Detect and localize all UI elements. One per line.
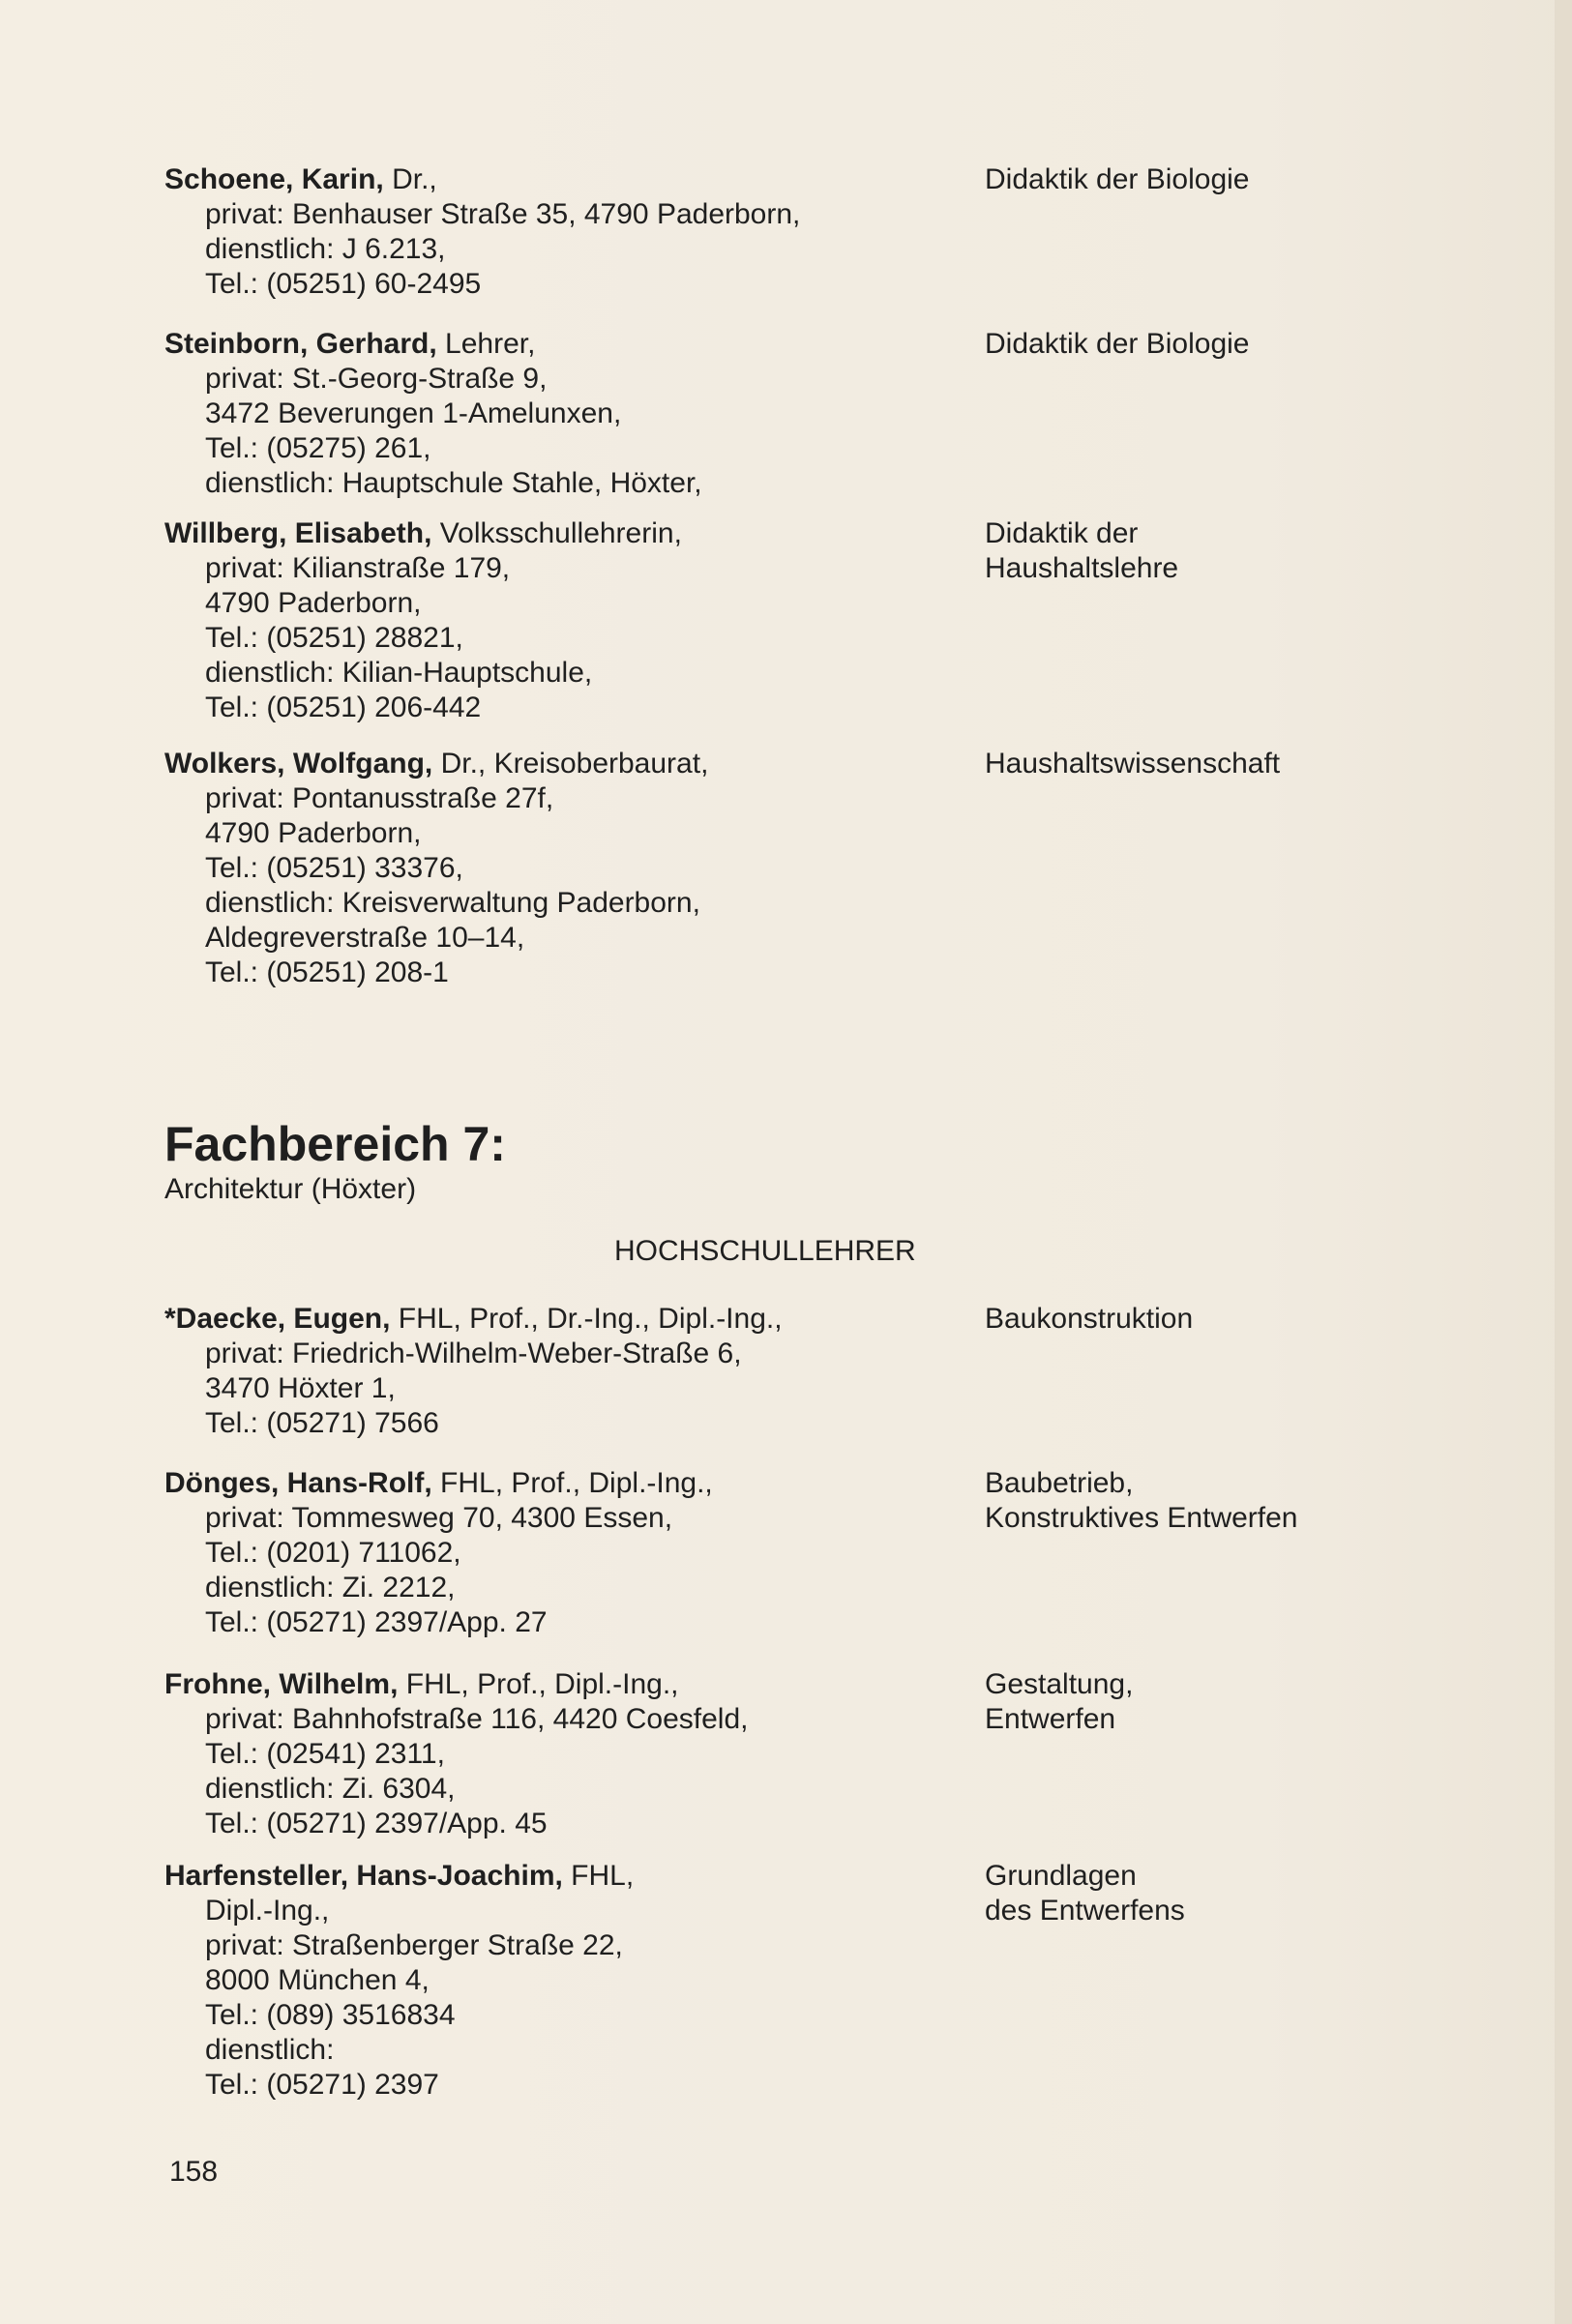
subject-line: Haushaltswissenschaft [985, 748, 1281, 780]
entry-detail-line: dienstlich: [205, 2034, 335, 2066]
entry-details [164, 327, 958, 501]
subject-line: Grundlagen [985, 1860, 1137, 1892]
person-name: Frohne, Wilhelm, [164, 1668, 399, 1700]
entry-heading-line [164, 1859, 958, 1894]
entry-heading-line [164, 1667, 958, 1702]
person-name: Steinborn, Gerhard, [164, 328, 437, 360]
entry-detail-line: Tel.: (05251) 33376, [205, 852, 463, 884]
entry-detail-line: Tel.: (05251) 208-1 [205, 956, 449, 988]
section-subtitle: Architektur (Höxter) [164, 1173, 417, 1205]
person-name: Wolkers, Wolfgang, [164, 748, 433, 780]
entry-detail-line: 8000 München 4, [205, 1964, 430, 1996]
subject-line: Konstruktives Entwerfen [985, 1502, 1298, 1534]
person-name: Willberg, Elisabeth, [164, 517, 432, 549]
entry-detail-line: privat: Straßenberger Straße 22, [205, 1929, 623, 1961]
person-name: *Daecke, Eugen, [164, 1303, 391, 1335]
entry-detail-line: Tel.: (05251) 60-2495 [205, 268, 482, 300]
entry-detail-line: Aldegreverstraße 10–14, [205, 922, 525, 954]
entry-detail-line: privat: Friedrich-Wilhelm-Weber-Straße 6, [205, 1338, 742, 1369]
entry-heading-line [164, 516, 958, 551]
entry-detail-line: privat: Tommesweg 70, 4300 Essen, [205, 1502, 673, 1534]
entry-detail-line: privat: Bahnhofstraße 116, 4420 Coesfeld, [205, 1703, 749, 1735]
entry-detail-line: 4790 Paderborn, [205, 587, 422, 619]
entry-detail-line: privat: Benhauser Straße 35, 4790 Paderborn, [205, 198, 801, 230]
entry-details [164, 747, 958, 990]
entry-detail-line: privat: Pontanusstraße 27f, [205, 782, 554, 814]
entry-details [164, 516, 958, 725]
subject-area [985, 1466, 1488, 1536]
role-heading: HOCHSCHULLEHRER [614, 1235, 916, 1267]
entry-heading-line [164, 327, 958, 362]
subject-line: Entwerfen [985, 1703, 1116, 1735]
entry-detail-line: dienstlich: Zi. 2212, [205, 1572, 456, 1603]
subject-line: Haushaltslehre [985, 552, 1179, 584]
subject-line: Baukonstruktion [985, 1303, 1194, 1335]
entry-detail-line: Tel.: (05271) 2397/App. 27 [205, 1606, 548, 1638]
subject-area [985, 747, 1488, 781]
entry-detail-line: Tel.: (05271) 2397 [205, 2069, 439, 2101]
entry-detail-line: Tel.: (05271) 2397/App. 45 [205, 1808, 548, 1839]
subject-line: Didaktik der [985, 517, 1139, 549]
person-title: FHL, [562, 1860, 635, 1892]
section-title: Fachbereich 7: [164, 1117, 506, 1171]
person-name: Schoene, Karin, [164, 163, 384, 195]
entry-heading-line [164, 1466, 958, 1501]
person-title: Dr., Kreisoberbaurat, [432, 748, 709, 780]
subject-line: Didaktik der Biologie [985, 163, 1250, 195]
entry-heading-line [164, 1302, 958, 1337]
entry-detail-line: Tel.: (05251) 28821, [205, 622, 463, 654]
subject-line: Baubetrieb, [985, 1467, 1134, 1499]
entry-detail-line: dienstlich: Hauptschule Stahle, Höxter, [205, 467, 702, 499]
entry-detail-line: privat: St.-Georg-Straße 9, [205, 363, 548, 395]
subject-area [985, 327, 1488, 362]
person-title: FHL, Prof., Dipl.-Ing., [431, 1467, 713, 1499]
entry-detail-line: dienstlich: J 6.213, [205, 233, 446, 265]
subject-line: Didaktik der Biologie [985, 328, 1250, 360]
entry-detail-line: Tel.: (05275) 261, [205, 432, 431, 464]
subject-area [985, 516, 1488, 586]
entry-heading-line [164, 747, 958, 781]
entry-details [164, 1302, 958, 1441]
entry-detail-line: Dipl.-Ing., [205, 1895, 330, 1927]
entry-detail-line: dienstlich: Kreisverwaltung Paderborn, [205, 887, 700, 919]
subject-area [985, 1859, 1488, 1928]
entry-details [164, 1466, 958, 1640]
person-name: Harfensteller, Hans-Joachim, [164, 1860, 563, 1892]
person-title: FHL, Prof., Dr.-Ing., Dipl.-Ing., [390, 1303, 783, 1335]
entry-detail-line: Tel.: (089) 3516834 [205, 1999, 456, 2031]
entry-details [164, 1859, 958, 2103]
entry-detail-line: Tel.: (02541) 2311, [205, 1738, 445, 1770]
person-title: FHL, Prof., Dipl.-Ing., [398, 1668, 679, 1700]
entry-detail-line: dienstlich: Kilian-Hauptschule, [205, 657, 593, 689]
subject-area [985, 1667, 1488, 1737]
entry-heading-line [164, 162, 958, 197]
subject-area [985, 162, 1488, 197]
person-title: Lehrer, [436, 328, 536, 360]
person-title: Volksschullehrerin, [431, 517, 682, 549]
entry-detail-line: privat: Kilianstraße 179, [205, 552, 511, 584]
subject-area [985, 1302, 1488, 1337]
person-name: Dönges, Hans-Rolf, [164, 1467, 432, 1499]
entry-detail-line: Tel.: (05271) 7566 [205, 1407, 439, 1439]
entry-details [164, 162, 958, 302]
person-title: Dr., [383, 163, 437, 195]
entry-detail-line: 3472 Beverungen 1-Amelunxen, [205, 397, 622, 429]
entry-detail-line: dienstlich: Zi. 6304, [205, 1773, 456, 1805]
entry-detail-line: 4790 Paderborn, [205, 817, 422, 849]
entry-detail-line: 3470 Höxter 1, [205, 1372, 396, 1404]
entry-details [164, 1667, 958, 1841]
page-edge [1555, 0, 1572, 2324]
subject-line: des Entwerfens [985, 1895, 1185, 1927]
page-number: 158 [169, 2156, 219, 2188]
entry-detail-line: Tel.: (05251) 206-442 [205, 691, 482, 723]
entry-detail-line: Tel.: (0201) 711062, [205, 1537, 461, 1569]
subject-line: Gestaltung, [985, 1668, 1134, 1700]
